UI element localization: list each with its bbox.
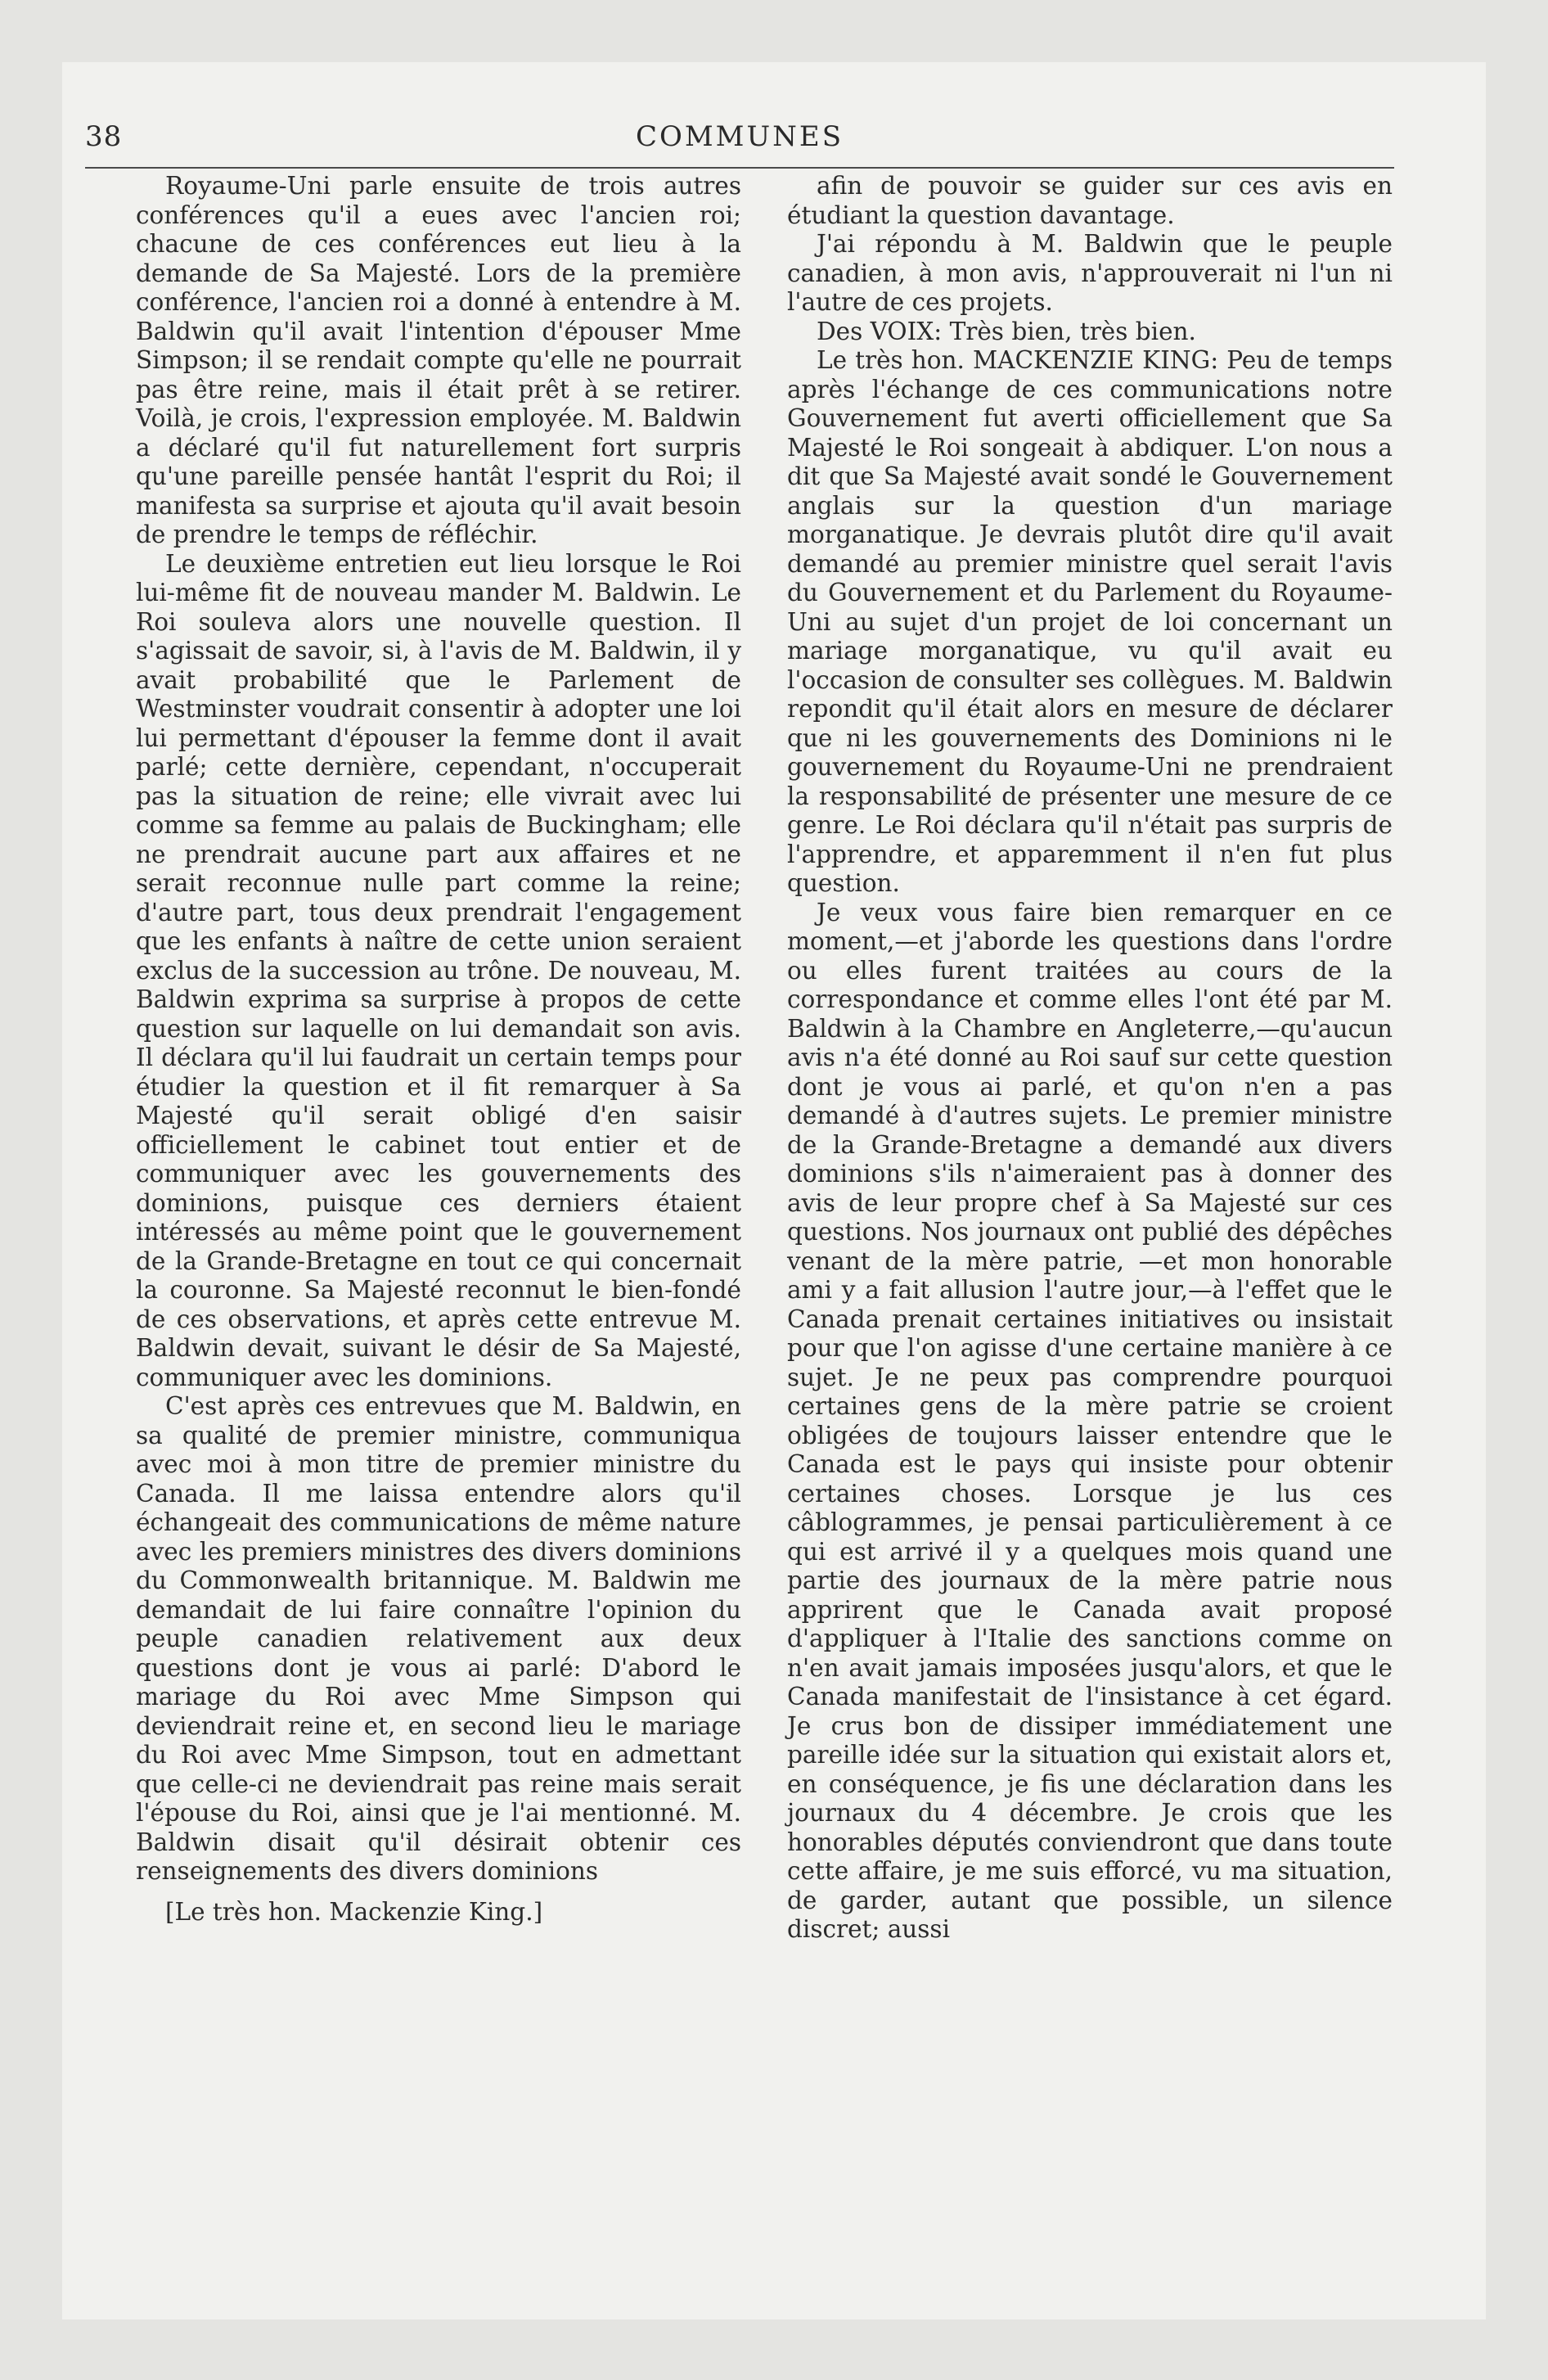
paragraph: C'est après ces entrevues que M. Baldwin, en sa qualité de premier ministre, communiqua avec moi à mon titre de premier ministre du Canada. Il me laissa entendre alors qu'il échangeait des communications de même nature avec les premiers ministres des divers dominions du Commonwealth britannique. M. Baldwin me demandait de lui faire connaître l'opinion du peuple canadien relativement aux deux questions dont je vous ai parlé: D'abord le mariage du Roi avec Mme Simpson qui deviendrait reine et, en second lieu le mariage du Roi avec Mme Simpson, tout en admettant que celle-ci ne deviendrait pas reine mais serait l'épouse du Roi, ainsi que je l'ai mentionné. M. Baldwin disait qu'il désirait obtenir ces renseignements des divers dominions (136, 1392, 741, 1885)
page-header (85, 120, 1394, 166)
paragraph: Des VOIX: Très bien, très bien. (817, 317, 1196, 345)
paragraph: J'ai répondu à M. Baldwin que le peuple canadien, à mon avis, n'approuverait ni l'un ni l'autre de ces projets. (787, 230, 1393, 316)
paragraph: Je veux vous faire bien remarquer en ce moment,—et j'aborde les questions dans l'ordre ou elles furent traitées au cours de la correspondance et comme elles l'ont été par M. Baldwin à la Chambre en Angleterre,—qu'aucun avis n'a été donné au Roi sauf sur cette question dont je vous ai parlé, et qu'on n'en a pas demandé à d'autres sujets. Le premier ministre de la Grande-Bretagne a demandé aux divers dominions s'ils n'aimeraient pas à donner des avis de leur propre chef à Sa Majesté sur ces questions. Nos journaux ont publié des dépêches venant de la mère patrie, —et mon honorable ami y a fait allusion l'autre jour,—à l'effet que le Canada prenait certaines initiatives ou insistait pour que l'on agisse d'une certaine manière à ce sujet. Je ne peux pas comprendre pourquoi certaines gens de la mère patrie se croient obligées de toujours laisser entendre que le Canada est le pays qui insiste pour obtenir certaines choses. Lorsque je lus ces câblogrammes, je pensai particulièrement à ce qui est arrivé il y a quelques mois quand une partie des journaux de la mère patrie nous apprirent que le Canada avait proposé d'appliquer à l'Italie des sanctions comme on n'en avait jamais imposées jusqu'alors, et que le Canada manifestait de l'insistance à cet égard. Je crus bon de dissiper immédiatement une pareille idée sur la situation qui existait alors et, en conséquence, je fis une déclaration dans les journaux du 4 décembre. Je crois que les honorables députés conviendront que dans toute cette affaire, je me suis efforcé, vu ma situation, de garder, autant que possible, un silence discret; aussi (787, 898, 1393, 1943)
paragraph: Le très hon. MACKENZIE KING: Peu de temps après l'échange de ces communications notre Gouvernement fut averti officiellement que Sa Majesté le Roi songeait à abdiquer. L'on nous a dit que Sa Majesté avait sondé le Gouvernement anglais sur la question d'un mariage morganatique. Je devrais plutôt dire qu'il avait demandé au premier ministre quel serait l'avis du Gouvernement et du Parlement du Royaume-Uni au sujet d'un projet de loi concernant un mariage morganatique, vu qu'il avait eu l'occasion de consulter ses collègues. M. Baldwin repondit qu'il était alors en mesure de déclarer que ni les gouvernements des Dominions ni le gouvernement du Royaume-Uni ne prendraient la responsabilité de présenter une mesure de ce genre. Le Roi déclara qu'il n'était pas surpris de l'apprendre, et apparemment il n'en fut plus question. (787, 346, 1393, 897)
header-rule (85, 167, 1394, 169)
left-column (136, 172, 741, 1927)
speaker-attribution: [Le très hon. Mackenzie King.] (165, 1897, 543, 1926)
page-number: 38 (85, 120, 123, 153)
paragraph: Le deuxième entretien eut lieu lorsque le Roi lui-même fit de nouveau mander M. Baldwin. Le Roi souleva alors une nouvelle question. Il s'agissait de savoir, si, à l'avis de M. Baldwin, il y avait probabilité que le Parlement de Westminster voudrait consentir à adopter une loi lui permettant d'épouser la femme dont il avait parlé; cette dernière, cependant, n'occuperait pas la situation de reine; elle vivrait avec lui comme sa femme au palais de Buckingham; elle ne prendrait aucune part aux affaires et ne serait reconnue nulle part comme la reine; d'autre part, tous deux prendrait l'engagement que les enfants à naître de cette union seraient exclus de la succession au trône. De nouveau, M. Baldwin exprima sa surprise à propos de cette question sur laquelle on lui demandait son avis. Il déclara qu'il lui faudrait un certain temps pour étudier la question et il fit remarquer à Sa Majesté qu'il serait obligé d'en saisir officiellement le cabinet tout entier et de communiquer avec les gouvernements des dominions, puisque ces derniers étaient intéressés au même point que le gouvernement de la Grande-Bretagne en tout ce qui concernait la couronne. Sa Majesté reconnut le bien-fondé de ces observations, et après cette entrevue M. Baldwin devait, suivant le désir de Sa Majesté, communiquer avec les dominions. (136, 549, 741, 1391)
right-column (787, 172, 1393, 1945)
paragraph: afin de pouvoir se guider sur ces avis en étudiant la question davantage. (787, 172, 1393, 229)
running-title: COMMUNES (635, 120, 844, 153)
paragraph: Royaume-Uni parle ensuite de trois autres conférences qu'il a eues avec l'ancien roi; chacune de ces conférences eut lieu à la demande de Sa Majesté. Lors de la première conférence, l'ancien roi a donné à entendre à M. Baldwin qu'il avait l'intention d'épouser Mme Simpson; il se rendait compte qu'elle ne pourrait pas être reine, mais il était prêt à se retirer. Voilà, je crois, l'expression employée. M. Baldwin a déclaré qu'il fut naturellement fort surpris qu'une pareille pensée hantât l'esprit du Roi; il manifesta sa surprise et ajouta qu'il avait besoin de prendre le temps de réfléchir. (136, 172, 741, 548)
